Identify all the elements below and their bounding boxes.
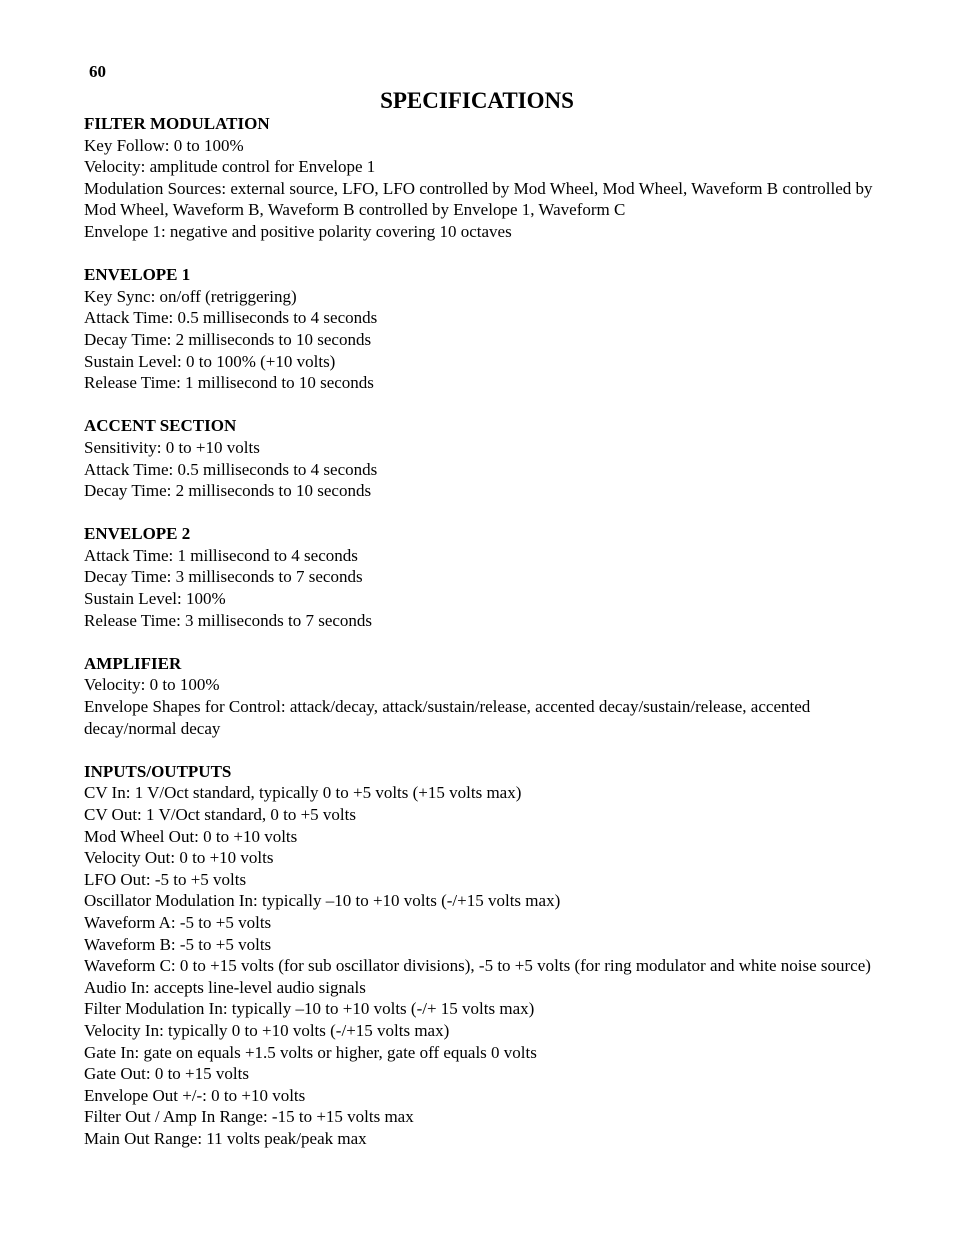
spec-line: Audio In: accepts line-level audio signals xyxy=(84,977,366,997)
spec-line: Attack Time: 0.5 milliseconds to 4 seconds xyxy=(84,308,378,328)
spec-line: Oscillator Modulation In: typically –10 to +10 volts (-/+15 volts max) xyxy=(84,891,561,911)
specifications-content xyxy=(84,113,874,1171)
spec-line: Velocity: 0 to 100% xyxy=(84,675,220,695)
spec-line: Release Time: 3 milliseconds to 7 seconds xyxy=(84,610,373,630)
spec-line: CV In: 1 V/Oct standard, typically 0 to +5 volts (+15 volts max) xyxy=(84,783,522,803)
spec-line: Filter Modulation In: typically –10 to +10 volts (-/+ 15 volts max) xyxy=(84,999,535,1019)
spec-line: Sustain Level: 100% xyxy=(84,589,226,609)
spec-line: Waveform C: 0 to +15 volts (for sub oscillator divisions), -5 to +5 volts (for ring modulator and white noise source) xyxy=(84,956,871,976)
spec-line: Decay Time: 3 milliseconds to 7 seconds xyxy=(84,567,363,587)
spec-line: Envelope Out +/-: 0 to +10 volts xyxy=(84,1085,306,1105)
section-amplifier xyxy=(84,653,874,739)
section-heading: ACCENT SECTION xyxy=(84,416,237,436)
spec-line: Decay Time: 2 milliseconds to 10 seconds xyxy=(84,329,372,349)
spec-line: Gate In: gate on equals +1.5 volts or higher, gate off equals 0 volts xyxy=(84,1042,537,1062)
spec-line: Velocity In: typically 0 to +10 volts (-/+15 volts max) xyxy=(84,1020,450,1040)
section-accent xyxy=(84,415,874,501)
spec-line: CV Out: 1 V/Oct standard, 0 to +5 volts xyxy=(84,805,356,824)
section-heading: FILTER MODULATION xyxy=(84,114,270,133)
spec-line: Envelope 1: negative and positive polarity covering 10 octaves xyxy=(84,221,512,241)
spec-line: Modulation Sources: external source, LFO, LFO controlled by Mod Wheel, Mod Wheel, Waveform B controlled by Mod Wheel, Waveform B, Waveform B controlled by Envelope 1, Waveform C xyxy=(84,178,873,220)
spec-line: Sustain Level: 0 to 100% (+10 volts) xyxy=(84,351,336,371)
spec-line: Envelope Shapes for Control: attack/decay, attack/sustain/release, accented decay/sustain/release, accented decay/normal decay xyxy=(84,697,811,738)
spec-line: Release Time: 1 millisecond to 10 seconds xyxy=(84,373,374,393)
spec-line: Attack Time: 1 millisecond to 4 seconds xyxy=(84,545,358,565)
spec-line: Gate Out: 0 to +15 volts xyxy=(84,1064,249,1084)
section-inputs-outputs xyxy=(84,761,874,1150)
section-filter-modulation xyxy=(84,113,874,243)
spec-line: Velocity: amplitude control for Envelope 1 xyxy=(84,157,376,177)
page-number: 60 xyxy=(89,62,106,81)
page-title: SPECIFICATIONS xyxy=(380,88,574,113)
spec-line: Decay Time: 2 milliseconds to 10 seconds xyxy=(84,481,372,501)
section-envelope-2 xyxy=(84,523,874,631)
spec-line: Velocity Out: 0 to +10 volts xyxy=(84,848,274,868)
spec-line: LFO Out: -5 to +5 volts xyxy=(84,869,247,889)
spec-line: Waveform A: -5 to +5 volts xyxy=(84,912,272,932)
section-heading: ENVELOPE 1 xyxy=(84,265,191,285)
spec-line: Waveform B: -5 to +5 volts xyxy=(84,934,272,954)
spec-line: Mod Wheel Out: 0 to +10 volts xyxy=(84,826,298,846)
section-heading: INPUTS/OUTPUTS xyxy=(84,761,232,781)
spec-line: Main Out Range: 11 volts peak/peak max xyxy=(84,1128,367,1148)
section-heading: ENVELOPE 2 xyxy=(84,524,191,544)
spec-line: Filter Out / Amp In Range: -15 to +15 volts max xyxy=(84,1107,414,1127)
spec-line: Key Sync: on/off (retriggering) xyxy=(84,286,297,306)
spec-line: Sensitivity: 0 to +10 volts xyxy=(84,437,260,457)
section-heading: AMPLIFIER xyxy=(84,653,182,673)
spec-line: Attack Time: 0.5 milliseconds to 4 seconds xyxy=(84,459,378,479)
spec-line: Key Follow: 0 to 100% xyxy=(84,135,244,155)
section-envelope-1 xyxy=(84,264,874,394)
